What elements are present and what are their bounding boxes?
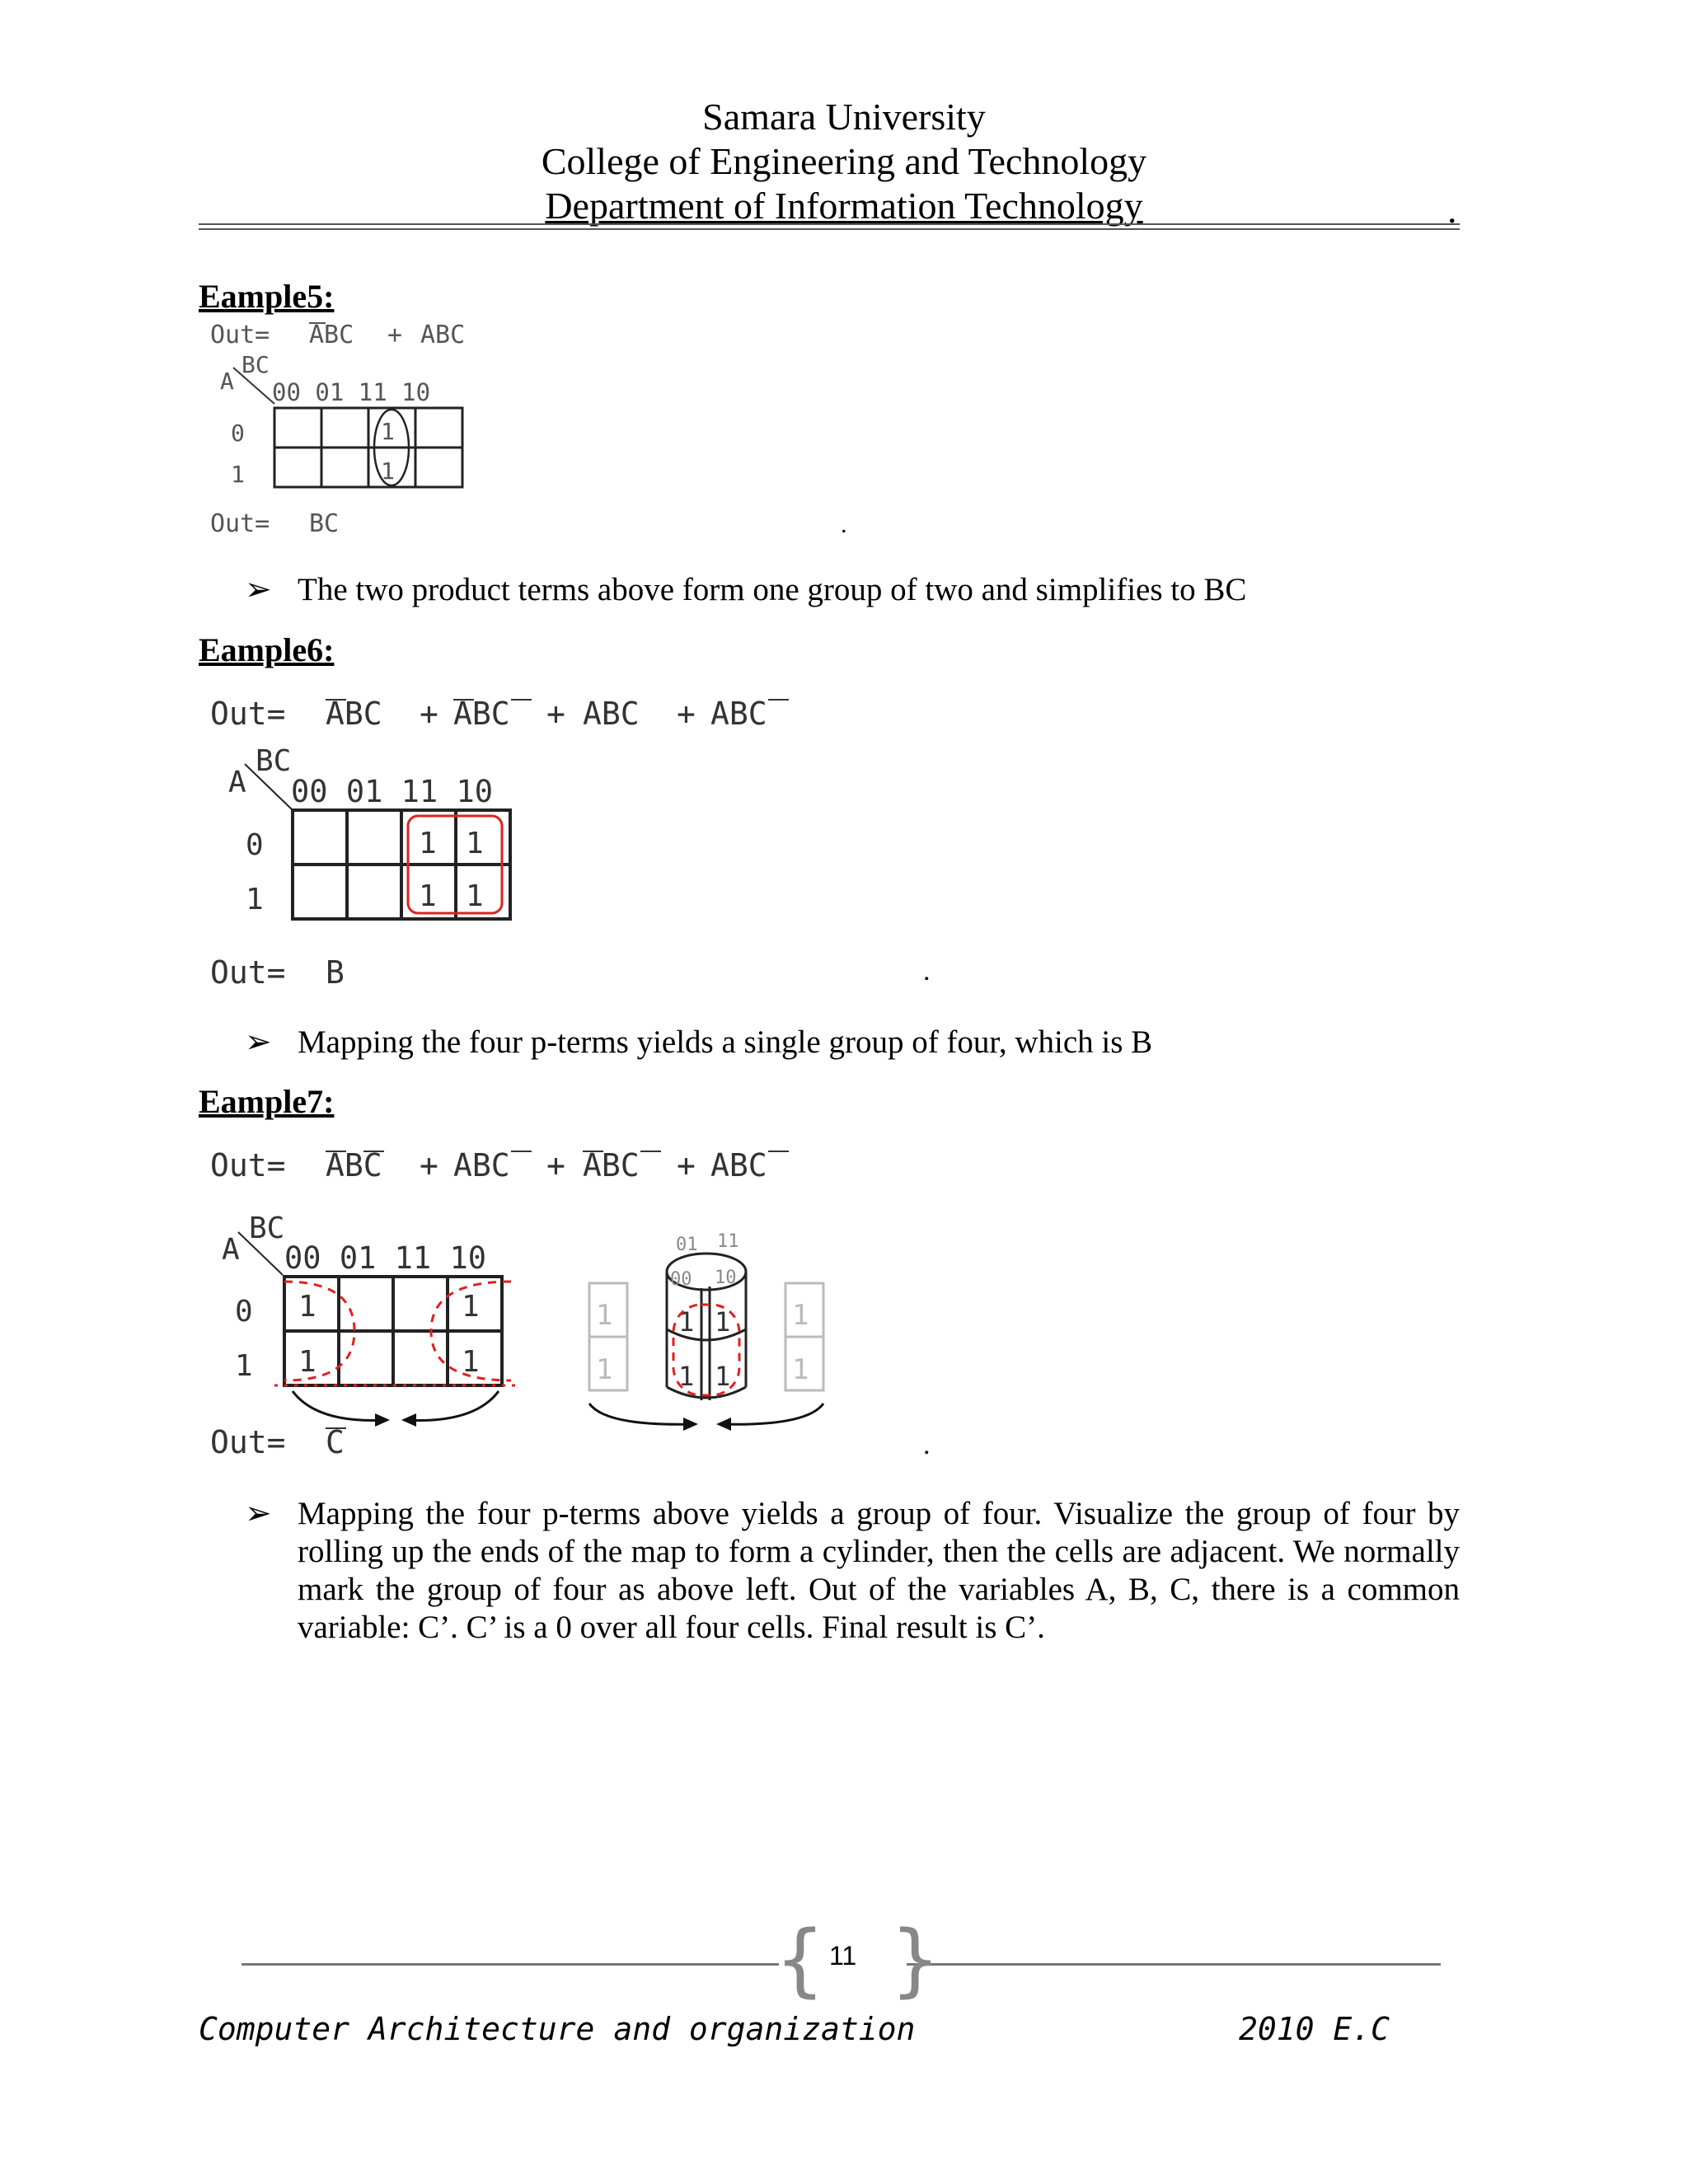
example5-expr-term2: ABC	[420, 321, 466, 349]
example7-row-0: 0	[235, 1295, 253, 1329]
example6-expr-term2: ABC	[453, 696, 510, 732]
svg-text:+: +	[420, 1147, 438, 1183]
example6-heading: Eample6:	[199, 631, 335, 668]
example7-heading: Eample7:	[199, 1083, 335, 1120]
header-rule-second	[199, 228, 1460, 230]
example6-expr-term3: ABC	[583, 696, 640, 732]
example5-heading: Eample5:	[199, 278, 335, 315]
example6-expr-label: Out=	[210, 696, 286, 732]
example7-cyl-label-11: 11	[717, 1231, 739, 1252]
example7-cyl-label-00: 00	[670, 1269, 692, 1290]
university-name: Samara University	[702, 96, 986, 138]
footer-course: Computer Architecture and organization	[199, 2011, 916, 2047]
example5-figure	[202, 313, 532, 544]
example6-cell-1-3: 1	[466, 879, 484, 913]
example7-faint-2a: 1	[792, 1299, 809, 1332]
svg-text:+: +	[677, 1147, 696, 1183]
example6-result-label: Out=	[210, 954, 286, 991]
example5-dot: .	[841, 511, 847, 538]
example6-row-1: 1	[246, 883, 264, 916]
example6-row-var: A	[228, 766, 246, 799]
example7-cyl-cell-d: 1	[715, 1361, 731, 1392]
example6-cell-1-2: 1	[419, 879, 437, 913]
example6-col-headers: 00 01 11 10	[291, 774, 494, 809]
example6-dot: .	[923, 956, 931, 987]
example6-result: B	[326, 954, 345, 991]
example5-result: BC	[309, 509, 340, 538]
example7-faint-2b: 1	[792, 1353, 809, 1386]
college-name: College of Engineering and Technology	[541, 140, 1147, 182]
example6-cell-0-2: 1	[419, 827, 437, 860]
header-rule	[199, 223, 1460, 225]
department-name: Department of Information Technology	[545, 185, 1143, 227]
footer-rule-left	[241, 1963, 779, 1966]
example5-col-headers: 00 01 11 10	[272, 378, 431, 406]
example7-cell-1-0: 1	[298, 1345, 316, 1379]
example5-bullet	[245, 571, 1246, 609]
example6-cell-0-3: 1	[466, 827, 484, 860]
example5-row-var: A	[220, 368, 234, 395]
example7-row-1: 1	[235, 1349, 253, 1383]
right-brace-icon: }	[890, 1914, 941, 2006]
example5-expr-term1: ABC	[309, 321, 354, 349]
svg-text:+: +	[546, 1147, 565, 1183]
example7-cyl-cell-b: 1	[715, 1306, 731, 1338]
footer-year: 2010 E.C	[1239, 2011, 1390, 2047]
example7-expr-term3: ABC	[583, 1147, 640, 1183]
example5-cell-1-2: 1	[381, 457, 395, 485]
example6-bullet	[245, 1024, 1152, 1062]
example7-expr-term1: ABC	[326, 1147, 382, 1183]
example7-col-var: BC	[249, 1212, 285, 1245]
example7-result: C	[326, 1424, 345, 1460]
example7-row-var: A	[222, 1233, 240, 1267]
example7-cylinder-illustration	[589, 1231, 823, 1431]
example5-col-var: BC	[241, 351, 270, 378]
example5-row-1: 1	[231, 461, 245, 488]
bullet-arrow-icon: ➢	[245, 1496, 272, 1531]
example6-figure	[202, 688, 812, 1001]
header-trailing-mark: .	[1447, 189, 1457, 231]
example6-bullet-text: Mapping the four p-terms yields a single group of four, which is B	[298, 1024, 1153, 1060]
example7-faint-1b: 1	[596, 1353, 613, 1386]
example7-arrow-left	[293, 1391, 387, 1421]
example7-arrow-right	[404, 1391, 499, 1421]
example5-cell-0-2: 1	[381, 418, 395, 445]
example7-cyl-cell-a: 1	[678, 1306, 695, 1338]
example5-bullet-text: The two product terms above form one group of two and simplifies to BC	[298, 572, 1247, 607]
example5-row-0: 0	[231, 419, 245, 447]
example7-cyl-label-01: 01	[676, 1235, 698, 1255]
example7-figure	[202, 1140, 894, 1469]
example7-faint-1a: 1	[596, 1299, 613, 1332]
page-header	[0, 95, 1688, 228]
example7-dot: .	[923, 1430, 931, 1460]
example7-cell-0-0: 1	[298, 1290, 316, 1324]
footer-rule-right	[907, 1963, 1441, 1966]
example7-col-headers: 00 01 11 10	[284, 1240, 487, 1276]
example7-cell-0-3: 1	[462, 1290, 480, 1324]
example7-expr-label: Out=	[210, 1147, 286, 1183]
example7-cyl-label-10: 10	[715, 1268, 737, 1288]
example6-expr-term4: ABC	[710, 696, 767, 732]
example5-result-label: Out=	[210, 509, 270, 538]
example6-row-0: 0	[246, 828, 264, 862]
example7-expr-term2: ABC	[453, 1147, 510, 1183]
svg-text:+: +	[546, 696, 565, 732]
example6-expr-term1: ABC	[326, 696, 382, 732]
example7-cyl-cell-c: 1	[678, 1361, 695, 1392]
bullet-arrow-icon: ➢	[245, 572, 272, 607]
example5-plus: +	[387, 321, 403, 349]
example5-expr-label: Out=	[210, 321, 270, 349]
page-number: 11	[829, 1941, 857, 1971]
example7-bullet-text: Mapping the four p-terms above yields a group of four. Visualize the group of four by rolling up the ends of the map to form a cylinder, then the cells are adjacent. We normally mark the group of four as above left. Out of the variables A, B, C, there is a common variable: C’. C’ is a 0 over all four cells. Final result is C’.	[298, 1496, 1460, 1645]
example7-result-label: Out=	[210, 1424, 286, 1460]
example6-col-var: BC	[256, 744, 292, 778]
svg-text:+: +	[420, 696, 438, 732]
example7-cell-1-3: 1	[462, 1345, 480, 1379]
example7-bullet-marker	[245, 1495, 298, 1533]
bullet-arrow-icon: ➢	[245, 1024, 272, 1060]
left-brace-icon: {	[775, 1914, 826, 2006]
svg-text:+: +	[677, 696, 696, 732]
example7-expr-term4: ABC	[710, 1147, 767, 1183]
